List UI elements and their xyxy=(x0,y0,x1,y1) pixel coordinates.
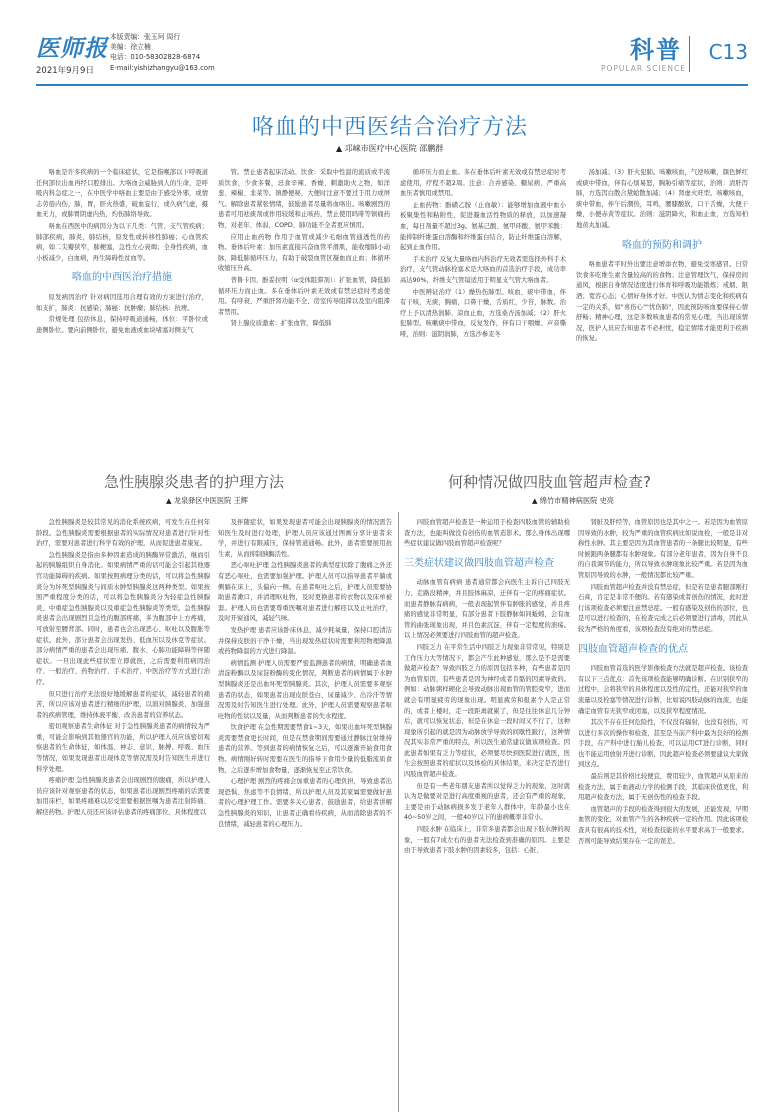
paragraph: 急性胰腺炎是较其常见的消化系统疾病，可发生在任何年龄段。急性胰腺炎需要根据患者的实际情况对患者进行针对性治疗，需要对患者进行科学有效的护理，从而促进患者康复。 xyxy=(36,519,210,548)
paragraph: 病情监测 护理人员需要严密监测患者的病情，明确患者血清淀粉酶以及尿淀粉酶的变化情况，判断患者的病情属于水肿型胰腺炎还是出血坏死型胰腺炎。其次，护理人员需要多观察患者的状态，如果患者出现皮肤苍白、尿量减少、出冷汗等情况需及时告知医生进行处理。此外，护理人员需要观察患者呕吐物的性状以及量，从而判断患者的失水程度。 xyxy=(218,659,392,720)
paragraph: 止血药物：酚磺乙胺（止血敏）：能够增加血液中血小板聚集性和粘附性，促进凝血活性物质的释放，以加速凝血，每日剂量不超过3g。氨基己酸、氨甲环酸、氨甲苯酸：能抑制纤维蛋白溶酶和纤维蛋白结合，防止纤维蛋白溶解，起到止血作用。 xyxy=(400,201,566,252)
paragraph: 其次不存在任何危险性，不仅没有辐射，也没有创伤，可以进行多次的操作和检查，甚至是当前产科中最为良好的检测手段，在产科中进行胎儿检查，可以运用CT进行诊断，同时也不能运用放射开进行诊断，因此超声检查必须要建议大家做到这点。 xyxy=(578,719,748,769)
article2-title: 急性胰腺炎患者的护理方法 xyxy=(104,473,285,491)
paragraph: 四肢血管超声检查是一种运用于检查四肢血管的辅助检查方法，也能叫做没有创伤的血管造影术。那么身体出现哪些症状建议做四肢血管超声检查呢？ xyxy=(404,519,570,548)
paragraph: 及伴随症状，如果发现患者可能会出现胰腺炎的情况需告知医生及时进行处理，护理人员应该通过图画分享计患者来学，并进行有限减压，保持管道通畅。此外，患者需要展用抗生素，从而抑制胰酶活性。 xyxy=(218,519,392,558)
paragraph: 肾上腺皮质激素：扩张血管，降低肺 xyxy=(230,320,332,328)
paragraph: 汤加减；（3）肝火犯肺。咳嗽咳血，气逆咳嗽，颜色鲜红或痰中带血，伴有心烦易怒，胸胁引痛等症状，治则：清肝泻肺，方选泻白散合黛蛤散加减；（4）肾虚火旺型。咳嗽咳血，痰中带血，伴午后潮热，耳鸣，腰膝酸软，口干舌燥，大便干燥，小便赤黄等症状。治则：滋阴降火，和血止血，方选知柏地黄丸加减。 xyxy=(576,169,748,229)
header-rule xyxy=(36,84,748,86)
article3-title: 何种情况做四肢血管超声检查? xyxy=(448,473,651,491)
article2-column-1 xyxy=(36,518,210,1110)
paragraph: 原发病因治疗 针对病因选用合理有效的方案进行治疗，如支扩，肺炎：抗感染；肺癌：抗肿瘤；肺结核：抗痨。 xyxy=(36,293,208,312)
paragraph: 血管超声的手段的检查得到很大的发展，还能发现，早期血管的变化，对血管产生的各种疾病一定的作用。因此该项检查具有很高的技术性，对检查技能的水平要求高于一般要求。否则可能导致结果存在一定的误差。 xyxy=(578,805,748,845)
article1-column-3 xyxy=(400,168,566,458)
article3-column-2 xyxy=(578,518,748,1110)
article1-column-4 xyxy=(576,168,748,458)
article3-subheading-symptoms: 三类症状建议做四肢血管超声检查 xyxy=(404,557,554,569)
paragraph: 普鲁卡因、酚妥拉明（α受体阻滞剂）：扩张血管，降低肺循环压力而止血。多在垂体后叶素无效或有禁忌症时考虑使用。有呼衰、严重肝肾功能不全、房室传导阻滞以及室内阻滞者禁用。 xyxy=(218,276,390,316)
article2-column-2 xyxy=(218,518,392,1110)
section-title: 科普 xyxy=(630,36,682,64)
paragraph: 饮食护理 在急性期需要禁食1~3天，如果出血坏死型胰腺炎需要禁食更长时间，但是在禁食期间需要通过静脉注射维持患者的营养。等到患者的病情恢复之后，可以逐渐开始食用食物。病情刚好转时需要在医生的指导下食用少量的低脂流质食物，之后逐步增加食物量，逐渐恢复至正常饮食。 xyxy=(218,724,392,774)
paragraph: 发热护理 患者应该卧床休息，减少耗氧量，保持口腔清洁并保持皮肤的干净干燥，当出现发热症状时需要利用物理降温或药物降温的方式进行降温。 xyxy=(218,626,392,656)
email-line: E-mail:yishizhangyu@163.com xyxy=(110,63,215,72)
paragraph: 中医辨证治疗（1）燥热伤肺型。咳血、痰中带血，伴有干咳，无痰，胸痛，口鼻干燥，舌质红，少苔，脉数。治疗上予以清热润肺、凉血止血，方选桑杏汤加减；（2）肝火犯肺型。咳嗽痰中带血，反复发作，伴有口干咽燥、声音嘶哑，治则：滋阴润肺，方选沙参麦冬 xyxy=(400,288,566,338)
newspaper-logo: 医师报 xyxy=(36,35,108,62)
article1-column-1 xyxy=(36,168,208,458)
paragraph: 咯血患者平时外出要注意增添衣物，避免受寒感冒。日常饮食多吃维生素含量较高的的食物；注意管理饮气，保持房间通风，根据自身情况适度进行体育和呼吸功能锻炼；戒烟、限酒；宽容心态；心情好身体才好。中医认为情志变化和疾病有一定的关系，如"喜伤心""忧伤肺"，因此预防咳血要保持心情舒畅；精神心理，这是多数咳血患者的常见心理，当出现该情况，医护人员应告知患者不必担忧，稳定情绪才能更利于疾病的恢复。 xyxy=(576,261,748,343)
article3-column-1 xyxy=(404,518,570,1110)
paragraph: 恶心呕吐护理 急性胰腺炎患者的典型症状除了腹痛之外还有恶心呕吐，也需要加强护理。护理人员可以指导患者平躺或侧躺在床上，头偏向一侧。在患者呕吐之后，护理人员需要协助患者漱口，并清理呕吐物，及时更换患者的衣物以及床单被套。护理人员也需要尊重医嘱对患者进行解痉以及止吐治疗，及时开窗通风，减轻气味。 xyxy=(218,562,392,623)
paragraph: 咯血是许多疾病的一个临床症状，它是指喉部以下呼吸道任何部位出血再经口腔排出。大咯血会威胁到人的生命，是呼吸内科急症之一，在中医学中咯血主要是由于感受外邪，或情志劳倦内伤，肺，胃，肝火热盛，破血妄行，或久病气虚，摄血无力，或肺胃阴虚内热，灼伤肺络导致。 xyxy=(36,169,208,219)
paragraph: 但是有一些老年朋友患者所以觉得乏力的现象，这时就认为是做要对是进行高度重视的患者，还会有严重的现象，主要是由于动脉病损多发于老年人群体中，年龄最小也在40~50岁之间，一般40岁以下的患病概率非常小。 xyxy=(404,782,570,822)
article2-author: ▲ 龙泉驿区中医医院 王辉 xyxy=(166,496,248,505)
column-divider xyxy=(398,512,399,1112)
page-number: C13 xyxy=(708,40,748,64)
paragraph: 管。禁止患者起床活动。饮食：采取中性温的流质或半流质饮食，少食多餐，忌食辛辣、香燥、刺激助火之物，如洋葱、辣椒、韭菜等。镇静便秘，大便时注意不要过于用力或屏气。解除患者紧张情绪，鼓励患者尽量将血咯出。咳嗽剧烈的患者可用祛痰剂或作用较缓和止咳药，禁止使用吗啡等镇痛药物，对老年、体弱、COPD、肺功能不全者更应慎用。 xyxy=(218,169,390,229)
paragraph: 肾脏及肝经等，血管原因也是其中之一。若是因为血管原因导致的水肿，较为严重的血管疾病比如说血栓，一般是非对称性水肿。其主要是因为其血管患者的一条腿比较明显，有些时候跟两条腿都有水肿现象。有部分老年患者，因为自身不良的自我调节的能力，所以导致水肿现象比较严重。若是因为血管原因导致的水肿，一般情况都比较严重。 xyxy=(578,519,748,579)
issue-date: 2021年9月9日 xyxy=(36,66,94,76)
paragraph: 四肢水肿 在临床上，非常多患者都会出现下肢水肿的现象，一般有7成左右的患者无法检查到准确的原因。主要是由于导致患者下肢水肿的因素较多，包括：心脏、 xyxy=(404,826,570,855)
paragraph: 咯血在西医中的病因分为以下几类：气管、支气管疾病；肺部疾病，肺炎，肺结核，原发性或转移性肺癌；心血管疾病，如二尖瓣狭窄，肺梗塞，急性左心衰竭；全身性疾病，血小板减少，白血病，再生障碍性贫血等。 xyxy=(36,222,208,262)
masthead xyxy=(36,30,748,82)
section-band xyxy=(36,468,748,512)
paragraph: 循环压力而止血。多在垂体后叶素无效或有禁忌症时考虑使用，疗程不超2周。注意：合并感染、糖尿病、严重高血压者慎用或禁用。 xyxy=(400,169,566,198)
paragraph: 四肢乏力 在平常生活中四肢乏力现象非常常见，特别是工作压力大等情况下，都会产生此种感觉，那么是不是需要做超声检查？导致四肢乏力的原因包括多种，有些患者是因为血管原因，有些患者是因为神经或者肯骼的因素导致的。例如：动脉粥样硬化会导致动脉出现血管的管腔变窄，进而就会有明显疲劳的现象出现。明显疲劳和报素个人是正常的，或者上楼时，走一段距离就累了，但是往往休息几分钟后，就可以恢复状态，但是在休息一段时间又不行了，这种现象所引起的就是因为动脉放学导致的间歇性跛行，这种情况其实非常严重的特点，所以医生通常建议做该项检查。因此患者如果有乏力等症状，必须要尽快到医院进行就医，医生会按照患者的症状以及体检的具体结果，来决定是否进行四肢血管超声检查。 xyxy=(404,643,570,779)
paragraph: 密切观察患者生命体征 对于急性胰腺炎患者的病情较为严重，可能会影响到其他器官的功能，所以护理人员应该密切观察患者的生命体征，如体温、神志、意识、脉搏、呼吸、血压等情况，如果发现患者出现体克等情况需及时告知医生并进行科学处理。 xyxy=(36,723,210,773)
article1-subheading-prevention: 咯血的预防和调护 xyxy=(622,239,702,251)
paragraph: 四肢血管首选的医学影像检查方法就是超声检查。该检查有以下三点优点：首先该项检查能够明确诊断。在识别狭窄的过程中，会将狭窄的具体程度以及性的定性，还能对狭窄的血流量以及栓塞等情况进行诊断，比如说四肢动脉的血流，也能确定血管有无狭窄或闭塞，以及狭窄程度情况。 xyxy=(578,665,748,715)
article1-author: ▲ 邛崃市医疗中心医院 邵鹏群 xyxy=(336,144,444,153)
paragraph: 最后则是其价格比较便宜，费用较少，血管超声从原来的检查方法，属于血液动力学的检测手段，其临床价值更优，利用超声检查方法，属于无创伤性的检查手段。 xyxy=(578,773,748,802)
editor-line: 本版责编：张玉珂 周行 xyxy=(110,33,181,41)
paragraph: 动脉血管有病病 患者通常都会向医生主诉自己四肢无力、走路没精神，并且肢体麻凉，迁伴有一定的疼痛症状。而患者静脉有病病，一般表现起管伴有肿胀的感觉，并且疼痛的感觉非常明显，有部分患者下肢静脉如同蚯蚓，会有血管的曲张现象出现，并且色素沉淀，伴有一定程度的溃疡。以上情况必须要进行四肢血管的超声检查。 xyxy=(404,579,570,640)
designer-line: 美编：徐立楠 xyxy=(110,43,151,52)
article3-author: ▲ 绵竹市精神病医院 史亮 xyxy=(532,496,614,505)
paragraph: 应用止血药物 作用于血管或减少毛细血管通透性的药物。垂体后叶素：加压素直接兴奋血管平滑肌，能收缩肺小动脉，降低肺循环压力，有助于破裂血管区凝血而止血；体循环收缩压升高。 xyxy=(218,233,390,273)
article1-title: 咯血的中西医结合治疗方法 xyxy=(251,115,528,140)
paragraph: 疼痛护理 急性胰腺炎患者会出现剧烈的腹痛，所以护理人员应该针对观察患者的状态，如果患者出现剧烈疼痛的话需要加用床栏，如果疼痛难以忍受需要根据医嘱为患者注射阵痛、解痉药物。护理人员还应该评估患者的疼痛部位、具体程度以 xyxy=(36,777,210,817)
paragraph: 急性胰腺炎是指由多种因素造成的胰酶异常激活，继而引起的胰腺组织自身消化。如果病情严重的话可能会引起其他器官功能障碍的疾病。如果按照病理分类的话，可以将急性胰腺炎分为坏死型胰腺炎与间质水肿型胰腺炎这两种类型。如果按照严重程度分类的话，可以将急性胰腺炎分为轻症急性胰腺炎、中重症急性胰腺炎以及重症急性胰腺炎等类型。急性胰腺炎患者会出现剧烈且急性的腹部疼痛，多为腹部中上方疼痛，可放射至腰背部。同时，患者也会出现恶心、呕吐以及腹胀等症状。此外，部分患者会出现发热、低血压以及休克等症状。部分病情严重的患者会出现压痛、腹水、心肺功能障碍等伴随症状。一旦出现此些症状需立即就医，之后需要利用病因治疗、一般治疗、药物治疗、手术治疗、中医治疗等方式进行治疗。 xyxy=(36,551,210,686)
paragraph: 但只进行治疗无法很好地缓解患者的症状，减轻患者的痛苦，所以应该对患者进行精细的护理，以面对胰腺炎，加强患者的疾病管理，维持体液平衡、改善患者的营养状态。 xyxy=(36,690,210,719)
paragraph: 心理护理 剧烈的疼痛会加重患者的心理负担，导致患者出现恐惧、焦虑等不良情绪，所以护理人员及其家属需要做好患者的心理护理工作。需要多关心患者，鼓励患者，给患者讲解急性胰腺炎的知识，让患者正确看待疾病，从而消除患者的不良情绪，减轻患者的心理压力。 xyxy=(218,778,392,828)
article1-column-2 xyxy=(218,168,390,458)
page-divider xyxy=(689,36,690,72)
editor-info xyxy=(110,32,215,73)
paragraph: 常规处理 包括休息，保持呼吸道通畅，体位：平卧位或患侧卧位。要向前侧卧位，避免血液或血块堵塞对侧支气 xyxy=(36,316,208,334)
paragraph: 手术治疗 反复大量咯血内科治疗无效者需选择外科手术治疗，支气管动脉栓塞术是大咯血的首选治疗手段，成功率高达90%，纤维支气管镜适用于明显支气管大咯血者。 xyxy=(400,255,566,284)
section-subtitle: POPULAR SCIENCE xyxy=(600,64,686,73)
paragraph: 四肢血管超声检查并没有禁忌症，但是若是患者腿部刚打石膏，肯定是非常不便的。若有感染或者创伤的情况，此时进行该项检查必须要注意禁忌症。一般有感染及创伤的部位，也是可以进行检查的，在检查完成之后必须要进行清毒，因此从较为严格的角度看，该项检查没有绝对的禁忌症。 xyxy=(578,583,748,633)
article1-subheading-treatment: 咯血的中西医治疗措施 xyxy=(72,272,172,284)
article3-subheading-advantages: 四肢血管超声检查的优点 xyxy=(578,643,688,655)
phone-line: 电话：010-58302828-6874 xyxy=(110,53,201,62)
